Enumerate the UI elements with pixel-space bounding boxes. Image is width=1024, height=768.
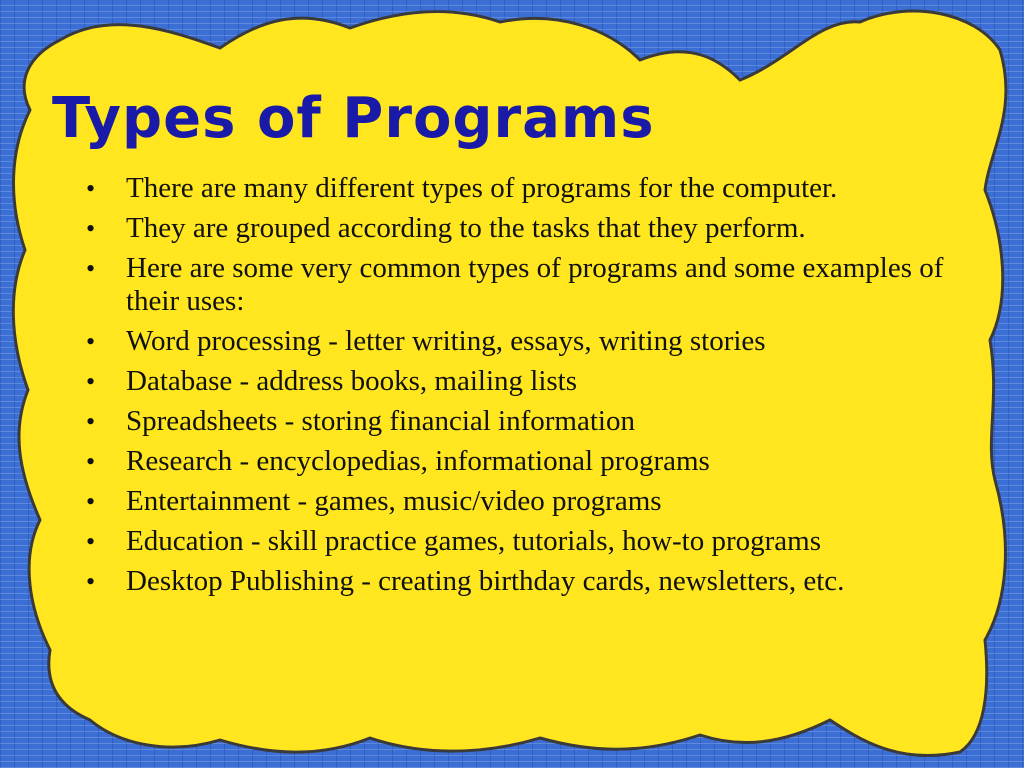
bullet-text: Word processing - letter writing, essays, writing stories: [126, 325, 766, 357]
bullet-text: Database - address books, mailing lists: [126, 365, 578, 397]
bullet-dot-icon: •: [86, 254, 96, 283]
bullet-text: Here are some very common types of programs and some examples of their uses:: [126, 252, 944, 317]
list-item: [86, 365, 966, 398]
bullet-dot-icon: •: [86, 527, 96, 556]
list-item: [86, 172, 966, 205]
bullet-dot-icon: •: [86, 447, 96, 476]
bullet-dot-icon: •: [86, 174, 96, 203]
bullet-dot-icon: •: [86, 407, 96, 436]
bullet-text: Education - skill practice games, tutorials, how-to programs: [126, 525, 822, 557]
bullet-dot-icon: •: [86, 567, 96, 596]
list-item: [86, 325, 966, 358]
list-item: [86, 525, 966, 558]
bullet-dot-icon: •: [86, 327, 96, 356]
bullet-dot-icon: •: [86, 487, 96, 516]
list-item: [86, 485, 966, 518]
bullet-text: Desktop Publishing - creating birthday cards, newsletters, etc.: [126, 565, 845, 597]
bullet-list: [86, 172, 966, 605]
bullet-text: Spreadsheets - storing financial information: [126, 405, 635, 437]
bullet-text: They are grouped according to the tasks that they perform.: [126, 212, 806, 244]
bullet-text: There are many different types of programs for the computer.: [126, 172, 838, 204]
list-item: [86, 445, 966, 478]
list-item: [86, 252, 966, 318]
list-item: [86, 212, 966, 245]
list-item: [86, 565, 966, 598]
slide-title: Types of Programs: [52, 86, 655, 151]
bullet-dot-icon: •: [86, 214, 96, 243]
bullet-dot-icon: •: [86, 367, 96, 396]
bullet-text: Entertainment - games, music/video programs: [126, 485, 662, 517]
bullet-text: Research - encyclopedias, informational programs: [126, 445, 710, 477]
list-item: [86, 405, 966, 438]
